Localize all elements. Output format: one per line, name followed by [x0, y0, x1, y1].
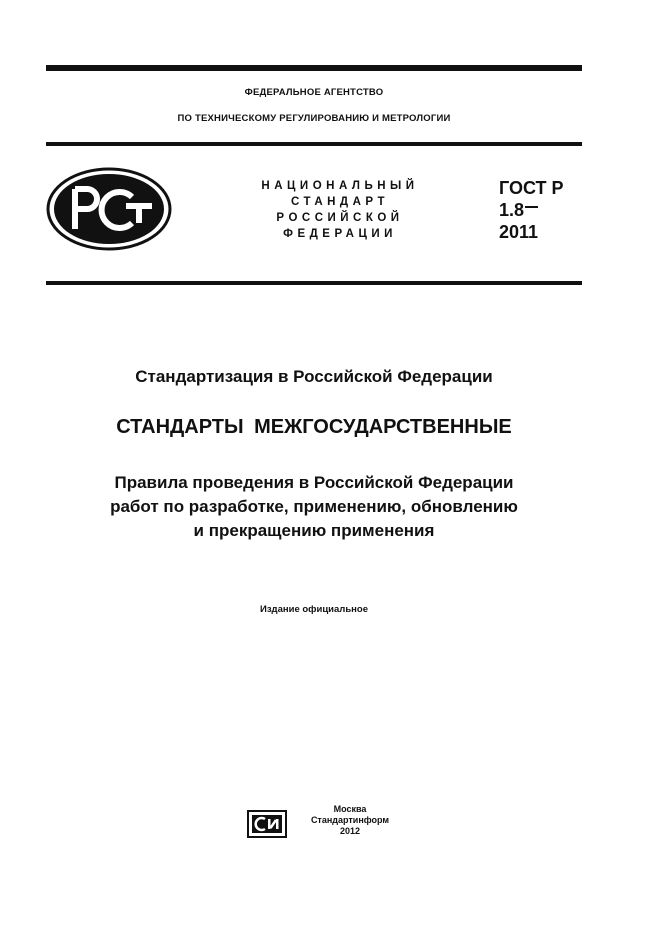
subtitle-line: и прекращению применения	[193, 521, 435, 540]
main-title: СТАНДАРТЫ МЕЖГОСУДАРСТВЕННЫЕ	[116, 416, 512, 438]
top-rule	[46, 65, 582, 71]
publisher-city: Москва	[333, 804, 367, 814]
national-standard-line: РОССИЙСКОЙ	[276, 212, 404, 224]
national-standard-line: ФЕДЕРАЦИИ	[283, 228, 397, 240]
national-standard-line: НАЦИОНАЛЬНЫЙ	[261, 180, 419, 192]
standartinform-logo-icon	[247, 810, 287, 838]
gost-number-line	[499, 199, 564, 221]
national-standard-label	[240, 178, 440, 242]
national-standard-line: СТАНДАРТ	[291, 196, 389, 208]
bottom-rule	[46, 281, 582, 285]
gost-designation	[499, 177, 564, 243]
middle-rule	[46, 142, 582, 146]
subtitle-line: работ по разработке, применению, обновлению	[110, 497, 518, 516]
publisher-name: Стандартинформ	[310, 815, 390, 825]
edition-label: Издание официальное	[260, 604, 368, 615]
rst-logo-icon	[46, 167, 172, 251]
series-title: Стандартизация в Российской Федерации	[135, 367, 493, 386]
publisher-block	[305, 804, 395, 837]
subtitle-line: Правила проведения в Российской Федерации	[114, 473, 514, 492]
subtitle	[46, 471, 582, 543]
gost-label: ГОСТ Р	[499, 178, 564, 198]
agency-line-1: ФЕДЕРАЛЬНОЕ АГЕНТСТВО	[244, 87, 384, 98]
gost-number: 1.8	[499, 200, 525, 220]
gost-year: 2011	[499, 222, 539, 242]
agency-line-2: ПО ТЕХНИЧЕСКОМУ РЕГУЛИРОВАНИЮ И МЕТРОЛОГИИ	[177, 113, 451, 124]
publisher-year: 2012	[339, 826, 361, 836]
gost-dash	[525, 206, 538, 208]
